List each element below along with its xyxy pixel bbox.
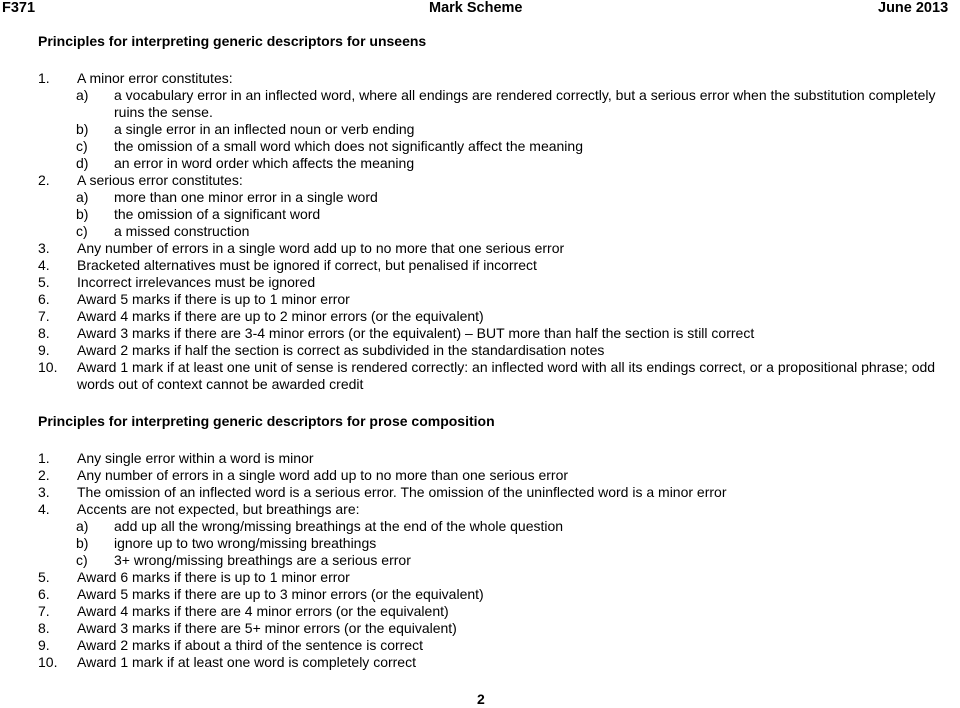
spacer <box>38 430 958 450</box>
unseens-list <box>38 70 958 393</box>
sub-item-text: 3+ wrong/missing breathings are a serious error <box>114 552 411 568</box>
item-text: Award 5 marks if there is up to 1 minor error <box>77 291 350 307</box>
item-number: 6. <box>38 291 50 307</box>
header-date: June 2013 <box>878 0 949 16</box>
list-item <box>38 257 958 274</box>
item-text: Award 1 mark if at least one unit of sense is rendered correctly: an inflected word with all its endings correct, or a propositional phrase; odd words out of context cannot be awarded credit <box>77 359 936 392</box>
sub-item-label: a) <box>76 518 89 534</box>
sub-item <box>38 155 958 172</box>
item-number: 8. <box>38 325 50 341</box>
sub-item-text: a missed construction <box>114 223 250 239</box>
sub-item <box>38 121 958 138</box>
item-text: The omission of an inflected word is a serious error. The omission of the uninflected word is a minor error <box>77 484 727 500</box>
item-number: 6. <box>38 586 50 602</box>
sub-item-text: the omission of a small word which does not significantly affect the meaning <box>114 138 583 154</box>
sub-item-label: c) <box>76 552 88 568</box>
sub-item <box>38 189 958 206</box>
header-title: Mark Scheme <box>429 0 523 16</box>
list-item <box>38 70 958 87</box>
list-item <box>38 172 958 189</box>
document-body <box>38 33 958 671</box>
item-number: 1. <box>38 70 50 86</box>
sub-item-text: add up all the wrong/missing breathings at the end of the whole question <box>114 518 564 534</box>
item-number: 2. <box>38 172 50 188</box>
item-number: 5. <box>38 569 50 585</box>
item-number: 10. <box>38 359 58 375</box>
item-text: Any single error within a word is minor <box>77 450 314 466</box>
item-text: Award 2 marks if half the section is correct as subdivided in the standardisation notes <box>77 342 605 358</box>
list-item <box>38 569 958 586</box>
item-text: A serious error constitutes: <box>77 172 243 188</box>
item-text: Any number of errors in a single word add up to no more that one serious error <box>77 240 565 256</box>
list-item <box>38 308 958 325</box>
sub-item <box>38 518 958 535</box>
item-text: Incorrect irrelevances must be ignored <box>77 274 316 290</box>
prose-list <box>38 450 958 671</box>
sub-item-text: more than one minor error in a single word <box>114 189 378 205</box>
sub-item-label: d) <box>76 155 89 171</box>
sub-item-label: b) <box>76 206 89 222</box>
item-number: 9. <box>38 637 50 653</box>
list-item <box>38 586 958 603</box>
item-text: Award 4 marks if there are up to 2 minor errors (or the equivalent) <box>77 308 484 324</box>
sub-item-label: c) <box>76 223 88 239</box>
item-text: Award 1 mark if at least one word is completely correct <box>77 654 416 670</box>
list-item <box>38 359 958 393</box>
sub-item-label: a) <box>76 189 89 205</box>
item-number: 2. <box>38 467 50 483</box>
list-item <box>38 467 958 484</box>
spacer <box>38 50 958 70</box>
list-item <box>38 342 958 359</box>
list-item <box>38 501 958 518</box>
sub-item <box>38 87 958 121</box>
sub-item-text: ignore up to two wrong/missing breathings <box>114 535 377 551</box>
item-text: Award 3 marks if there are 5+ minor errors (or the equivalent) <box>77 620 457 636</box>
item-number: 5. <box>38 274 50 290</box>
list-item <box>38 620 958 637</box>
item-number: 9. <box>38 342 50 358</box>
item-text: Award 6 marks if there is up to 1 minor error <box>77 569 350 585</box>
sub-item-text: a single error in an inflected noun or verb ending <box>114 121 415 137</box>
list-item <box>38 450 958 467</box>
list-item <box>38 274 958 291</box>
item-number: 3. <box>38 240 50 256</box>
sub-item <box>38 206 958 223</box>
item-number: 4. <box>38 257 50 273</box>
item-number: 10. <box>38 654 58 670</box>
item-number: 4. <box>38 501 50 517</box>
item-number: 1. <box>38 450 50 466</box>
sub-item-text: an error in word order which affects the meaning <box>114 155 415 171</box>
sub-item <box>38 535 958 552</box>
sub-item-label: a) <box>76 87 89 103</box>
sub-item-label: b) <box>76 121 89 137</box>
item-text: Award 2 marks if about a third of the sentence is correct <box>77 637 424 653</box>
sub-item <box>38 552 958 569</box>
sub-item-text: a vocabulary error in an inflected word, where all endings are rendered correctly, but a serious error when the substitution completely ruins the sense. <box>114 87 936 120</box>
prose-heading: Principles for interpreting generic descriptors for prose composition <box>38 413 495 429</box>
sub-item <box>38 138 958 155</box>
item-number: 7. <box>38 603 50 619</box>
list-item <box>38 240 958 257</box>
list-item <box>38 325 958 342</box>
list-item <box>38 484 958 501</box>
unseens-heading: Principles for interpreting generic descriptors for unseens <box>38 33 427 49</box>
item-text: Accents are not expected, but breathings are: <box>77 501 360 517</box>
list-item <box>38 291 958 308</box>
list-item <box>38 603 958 620</box>
sub-item <box>38 223 958 240</box>
sub-item-label: b) <box>76 535 89 551</box>
list-item <box>38 654 958 671</box>
list-item <box>38 637 958 654</box>
item-text: Any number of errors in a single word add up to no more than one serious error <box>77 467 569 483</box>
item-text: Bracketed alternatives must be ignored if correct, but penalised if incorrect <box>77 257 537 273</box>
sub-item-label: c) <box>76 138 88 154</box>
item-text: Award 3 marks if there are 3-4 minor errors (or the equivalent) – BUT more than half the section is still correct <box>77 325 755 341</box>
item-number: 8. <box>38 620 50 636</box>
item-text: A minor error constitutes: <box>77 70 233 86</box>
page-number: 2 <box>477 691 485 707</box>
sub-item-text: the omission of a significant word <box>114 206 321 222</box>
header-code: F371 <box>2 0 36 16</box>
item-text: Award 5 marks if there are up to 3 minor errors (or the equivalent) <box>77 586 484 602</box>
item-number: 7. <box>38 308 50 324</box>
item-text: Award 4 marks if there are 4 minor errors (or the equivalent) <box>77 603 449 619</box>
item-number: 3. <box>38 484 50 500</box>
